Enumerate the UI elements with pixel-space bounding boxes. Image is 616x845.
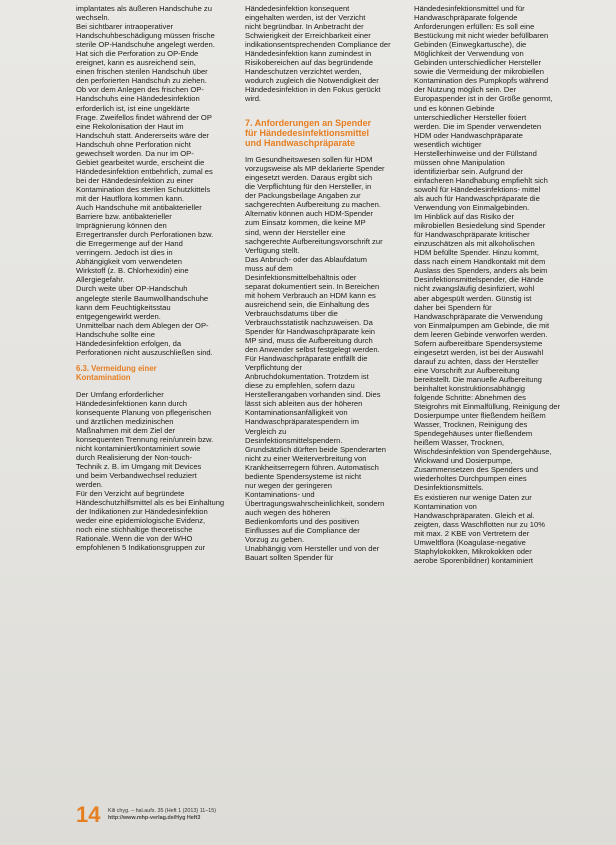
text-line: Frage. Zweifellos findet während der OP (76, 112, 212, 122)
text-line: Handwaschpräparaten. Gleich et al. (414, 510, 535, 520)
text-line: Steigrohrs mit Einmalfüllung, Reinigung der (414, 402, 561, 412)
text-line: Perforationen nicht auszuschließen sind. (76, 347, 213, 357)
text-line: ereignet, kann es ausreichend sein, (76, 58, 196, 68)
text-line: Abhängigkeit vom verwendeten (76, 257, 182, 267)
text-line: Kontaminationsanfälligkeit von (245, 408, 348, 418)
text-line: Unabhängig vom Hersteller und von der (245, 544, 380, 554)
text-line: vorzugsweise als MP deklarierte Spender (245, 164, 385, 174)
text-line: Der Umfang erforderlicher (76, 389, 164, 399)
text-line: identifizierbar sein. Aufgrund der (414, 166, 523, 176)
column-2 (245, 4, 393, 562)
text-line: Desinfektionsmittelspendern. (245, 435, 343, 445)
text-line: Kontamination von (414, 501, 477, 511)
text-line: Technik z. B. im Umgang mit Devices (76, 462, 202, 472)
text-line: Händedesinfektion kann zumindest in (245, 49, 372, 59)
text-line: Handwaschpräparatespendern im (245, 417, 359, 427)
text-line: wodurch zugleich die Notwendigkeit der (245, 76, 379, 86)
text-line: Umweltflora (Koagulase-negative (414, 537, 526, 547)
text-line: Imprägnierung können den (76, 221, 167, 231)
text-line: mit der Hautflora kommen kann. (76, 193, 185, 203)
text-line: Verbrauchsstatistik nachzuweisen. Da (245, 317, 373, 327)
text-line: folgende Schritte: Abnehmen des (414, 393, 526, 403)
text-line: Barriere bzw. antibakterieller (76, 212, 172, 222)
text-line: Möglichkeit der Verwendung von (414, 49, 524, 59)
text-line: Desinfektionsmittels. (414, 483, 484, 493)
text-line: sowie die Vermeidung der mikrobiellen (414, 67, 545, 77)
text-line: werden. Die im Spender verwendeten (414, 121, 542, 131)
text-line: Durch weite über OP-Handschuh (76, 284, 188, 294)
text-line: sachgerechte Aufbereitungsvorschrift zur (245, 236, 383, 246)
text-line: aerobe Sporenbildner) kontaminiert (414, 555, 534, 565)
text-line: Händedesinfektion in den Fokus gerückt (245, 85, 381, 95)
column-3 (414, 4, 566, 565)
text-line: eingehalten werden, ist der Verzicht (245, 13, 366, 23)
section-heading-7-line3: und Handwaschpräparate (245, 137, 356, 148)
column-1-text-a (76, 4, 224, 357)
text-line: und es können Gebinde (414, 103, 495, 113)
text-line: Übertragungswahrscheinlichkeit, sondern (245, 498, 385, 508)
text-line: der Indikationen zur Händedesinfektion (76, 507, 208, 517)
text-line: Händedesinfektion entbehrlich, zumal es (76, 166, 213, 176)
text-line: bereitstellt. Die manuelle Aufbereitung (414, 374, 542, 384)
footer-url: http://www.mhp-verlag.de/Hyg Heft3 (108, 815, 201, 821)
text-line: Auch Handschuhe mit antibakterieller (76, 203, 202, 213)
text-line: diese zu empfehlen, sofern dazu (245, 381, 355, 391)
text-line: Händedesinfektionen kann durch (76, 398, 188, 408)
text-line: Für Handwaschpräparate entfällt die (245, 354, 368, 364)
text-line: Dosierpumpe unter fließendem heißem (414, 411, 546, 421)
text-line: eine Vorschrift zur Aufbereitung (414, 365, 520, 375)
text-line: Für den Verzicht auf begründete (76, 489, 185, 499)
text-line: darauf zu achten, dass der Hersteller (414, 356, 539, 366)
text-line: empfohlenen 5 Indikationsgruppen zur (76, 543, 206, 553)
text-line: Händeschutzhilfsmittel als es bei Einhaltung (76, 498, 224, 508)
text-line: gewechselt worden. Da nur im OP- (76, 148, 194, 158)
text-line: von Einmalpumpen am Gebinde, die mit (414, 320, 550, 330)
text-line: und beim Verbandwechsel reduziert (76, 471, 197, 481)
text-line: Anbruchdokumentation. Trotzdem ist (245, 372, 369, 382)
text-line: dem leeren Gebinde verworfen werden. (414, 329, 548, 339)
text-line: den perforierten Handschuh zu ziehen. (76, 76, 207, 86)
text-line: Auslass des Spenders, anders als beim (414, 266, 548, 276)
text-line: konsequente Planung von pflegerischen (76, 407, 212, 417)
column-1-text-b (76, 390, 224, 553)
text-line: nicht zwangsläufig desinfiziert, wohl (414, 284, 535, 294)
text-line: Maßnahmen mit dem Ziel der (76, 425, 176, 435)
text-line: verringern. Jedoch ist dies in (76, 248, 173, 258)
text-line: lässt sich ableiten aus der höheren (245, 399, 363, 409)
text-line: Bei sichtbarer intraoperativer (76, 22, 174, 32)
text-line: und ärztlichen medizinischen (76, 416, 174, 426)
text-line: einfacheren Handhabung empfiehlt sich (414, 175, 548, 185)
text-line: die Erregermenge auf der Hand (76, 239, 183, 249)
text-line: Handschuhe sollte eine (76, 329, 155, 339)
text-line: erforderlich ist, ist eine ungeklärte (76, 103, 190, 113)
text-line: muss auf dem (245, 263, 293, 273)
page-number: 14 (76, 802, 101, 827)
text-line: Vorzug zu geben. (245, 535, 305, 545)
text-line: sowohl für Händedesinfektions- mittel (414, 184, 541, 194)
text-line: Wickwand und Dosierpumpe, (414, 456, 513, 466)
text-line: wiederholtes Durchpumpen eines (414, 474, 527, 484)
text-line: weder eine epidemiologische Evidenz, (76, 516, 206, 526)
text-line: bei der Händedesinfektion zu einer (76, 175, 194, 185)
text-line: Wasser, Trocknen, Reinigung des (414, 420, 528, 430)
text-line: MP sind, muss die Aufbereitung durch (245, 336, 373, 346)
text-line: mikrobiellen Besiedelung sind Spender (414, 221, 546, 231)
section-heading-7-line2: für Händedesinfektionsmittel (245, 127, 370, 138)
text-line: Herstellerangaben vorhanden sind. Dies (245, 390, 381, 400)
text-line: HDM oder Handwaschpräparate (414, 130, 523, 140)
text-line: mit max. 2 KBE von Vertretern der (414, 528, 530, 538)
text-line: Schwierigkeit der Erreichbarkeit einer (245, 31, 371, 41)
text-line: als auch für Handwaschpräparate die (414, 193, 540, 203)
text-line: HDM befüllte Spender. Hinzu kommt, (414, 248, 539, 258)
text-line: bediente Spendersysteme ist nicht (245, 471, 362, 481)
section-heading-6-3: 6.3. Vermeidung einer (76, 363, 157, 373)
section-heading-6-3-line2: Kontamination (76, 373, 131, 383)
text-line: Herstellerhinweise und der Füllstand (414, 148, 537, 158)
text-line: Im Hinblick auf das Risiko der (414, 212, 515, 222)
text-line: Handeschutzen verzichtet werden, (245, 67, 362, 77)
text-line: Bauart sollten Spender für (245, 553, 334, 563)
text-line: separat dokumentiert sein. In Bereichen (245, 281, 380, 291)
text-line: Grundsätzlich dürften beide Spenderarten (245, 444, 386, 454)
text-line: daher bei Spendern für (414, 302, 492, 312)
text-line: aber abgespült werden. Günstig ist (414, 293, 532, 303)
column-1 (76, 4, 224, 552)
text-line: Verbrauchsdatums über die (245, 308, 338, 318)
text-line: für Handwaschpräparate kritischer (414, 230, 530, 240)
text-line: Sofern aufbereitbare Spendersysteme (414, 338, 543, 348)
text-line: Händedesinfektion konsequent (245, 4, 350, 13)
text-line: nur wegen der geringeren (245, 480, 332, 490)
text-line: angelegte sterile Baumwollhandschuhe (76, 293, 209, 303)
text-line: entgegengewirkt werden. (76, 311, 161, 321)
text-line: Ob vor dem Anlegen des frischen OP- (76, 85, 204, 95)
text-line: nicht kontaminiert/kontaminiert sowie (76, 443, 201, 453)
text-line: indikationsentsprechenden Compliance der (245, 40, 391, 50)
footer-citation (108, 808, 216, 822)
section-heading-7: 7. Anforderungen an Spender (245, 117, 372, 128)
text-line: einzuschätzen als mit alkoholischen (414, 239, 535, 249)
text-line: wird. (245, 94, 262, 104)
text-line: kann dem Feuchtigkeitsstau (76, 302, 171, 312)
text-line: Vergleich zu (245, 426, 287, 436)
text-line: noch eine stichhaltige theoretische (76, 525, 193, 535)
text-line: Gebinden unterschiedlicher Hersteller (414, 58, 542, 68)
text-line: Im Gesundheitswesen sollen für HDM (245, 155, 373, 165)
text-line: Gebinden (Einwegkartusche), die (414, 40, 527, 50)
text-line: sterile OP-Handschuhe angelegt werden. (76, 40, 215, 50)
text-line: Verwendung von Einmalgebinden. (414, 203, 530, 213)
text-line: Einflusses auf die Compliance der (245, 526, 360, 536)
text-line: Handwaschpräparate folgende (414, 13, 518, 23)
text-line: einen frischen sterilen Handschuh über (76, 67, 208, 77)
text-line: Risikobereichen auf das begründende (245, 58, 373, 68)
citation-text: Kili chyg. – hal.aufs. 35 (Heft 1 (2013) 11–15) (108, 808, 217, 814)
text-line: Desinfektionsmittelspender, die Hände (414, 275, 544, 285)
text-line: Das Anbruch- oder das Ablaufdatum (245, 254, 367, 264)
column-3-text (414, 4, 566, 565)
text-line: Anforderungen erfüllen: Es soll eine (414, 22, 535, 32)
text-line: Bestückung mit nicht wieder befüllbaren (414, 31, 549, 41)
text-line: Handschuh statt. Andererseits wäre der (76, 130, 209, 140)
text-line: Händedesinfektionsmittel und für (414, 4, 525, 13)
text-line: Gebiet gearbeitet wurde, erscheint die (76, 157, 205, 167)
text-line: Handschuhbeschädigung müssen frische (76, 31, 215, 41)
text-line: heißem Wasser, Trocknen, (414, 438, 505, 448)
text-line: Es existieren nur wenige Daten zur (414, 492, 532, 502)
text-line: wechseln. (76, 13, 110, 23)
text-line: Verfügung stellt. (245, 245, 300, 255)
text-line: Zusammensetzen des Spenders und (414, 465, 539, 475)
text-line: auch wegen des höheren (245, 507, 331, 517)
text-line: werden. (76, 480, 104, 490)
column-2-text-a (245, 4, 393, 104)
text-line: Wirkstoff (z. B. Chlorhexidin) eine (76, 266, 189, 276)
text-line: der Packungsbeilage Angaben zur (245, 191, 361, 201)
text-line: nicht begründbar. In Anbetracht der (245, 22, 364, 32)
text-line: Allergiegefahr. (76, 275, 125, 285)
column-2-text-b (245, 155, 393, 562)
text-line: mit hohem Verbrauch an HDM kann es (245, 290, 376, 300)
text-line: unterschiedlicher Hersteller fixiert (414, 112, 527, 122)
text-line: nicht zu einer Weiterverbreitung von (245, 453, 367, 463)
text-line: Desinfektionsmittelbehältnis oder (245, 272, 357, 282)
text-line: durch Realisierung der Non-touch- (76, 452, 193, 462)
text-line: Wischdesinfektion von Spendergehäuse, (414, 447, 552, 457)
text-line: zeigten, dass Waschflotten nur zu 10% (414, 519, 545, 529)
text-line: ausreichend sein, die Einhaltung des (245, 299, 370, 309)
text-line: Kontamination des Pumpkopfs während (414, 76, 549, 86)
text-line: Unmittelbar nach dem Ablegen der OP- (76, 320, 209, 330)
text-line: Europaspender ist in der Größe genormt, (414, 94, 553, 104)
text-line: Kontamination des sterilen Schutzkittels (76, 184, 211, 194)
text-line: sind, wenn der Hersteller eine (245, 227, 346, 237)
text-line: Kontaminations- und (245, 489, 315, 499)
page-footer (76, 803, 336, 829)
text-line: Staphylokokken, Mikrokokken oder (414, 546, 532, 556)
text-line: beinhaltet konstruktionsabhängig (414, 383, 526, 393)
text-line: Rationale. Wenn die von der WHO (76, 534, 193, 544)
text-line: Hat sich die Perforation zu OP-Ende (76, 49, 199, 59)
text-line: Händedesinfektion erfolgen, da (76, 338, 182, 348)
text-line: Handschuh ohne Perforation nicht (76, 139, 191, 149)
text-line: eingesetzt werden, ist bei der Auswahl (414, 347, 544, 357)
text-line: Handschuhs eine Händedesinfektion (76, 94, 200, 104)
text-line: implantates als äußeren Handschuhe zu (76, 4, 212, 13)
text-line: eingesetzt werden. Daraus ergibt sich (245, 173, 373, 183)
text-line: Krankheitserregern führen. Automatisch (245, 462, 379, 472)
text-line: Handwaschpräparate die Verwendung (414, 311, 543, 321)
text-line: Spender für Handwaschpräparate kein (245, 327, 376, 337)
text-line: konsequenten Trennung rein/unrein bzw. (76, 434, 214, 444)
text-line: Bedienkomforts und des positiven (245, 517, 359, 526)
text-line: Spendegehäuses unter fließendem (414, 429, 533, 439)
text-line: der Nutzung möglich sein. Der (414, 85, 517, 95)
text-line: wesentlich wichtiger (414, 139, 482, 149)
text-line: zum Einsatz kommen, die keine MP (245, 218, 366, 228)
text-line: die Verpflichtung für den Hersteller, in (245, 182, 372, 192)
text-line: Alternativ können auch HDM-Spender (245, 209, 373, 219)
text-line: dass nach einem Handkontakt mit dem (414, 257, 546, 267)
text-line: den Anwender selbst festgelegt werden. (245, 345, 380, 355)
text-line: Erregertransfer durch Perforationen bzw. (76, 230, 214, 240)
text-line: sachgerechten Aufbereitung zu machen. (245, 200, 381, 210)
text-line: müssen ohne Manipulation (414, 157, 505, 167)
text-line: eine Rekolonisation der Haut im (76, 121, 184, 131)
text-line: Verpflichtung der (245, 363, 302, 373)
